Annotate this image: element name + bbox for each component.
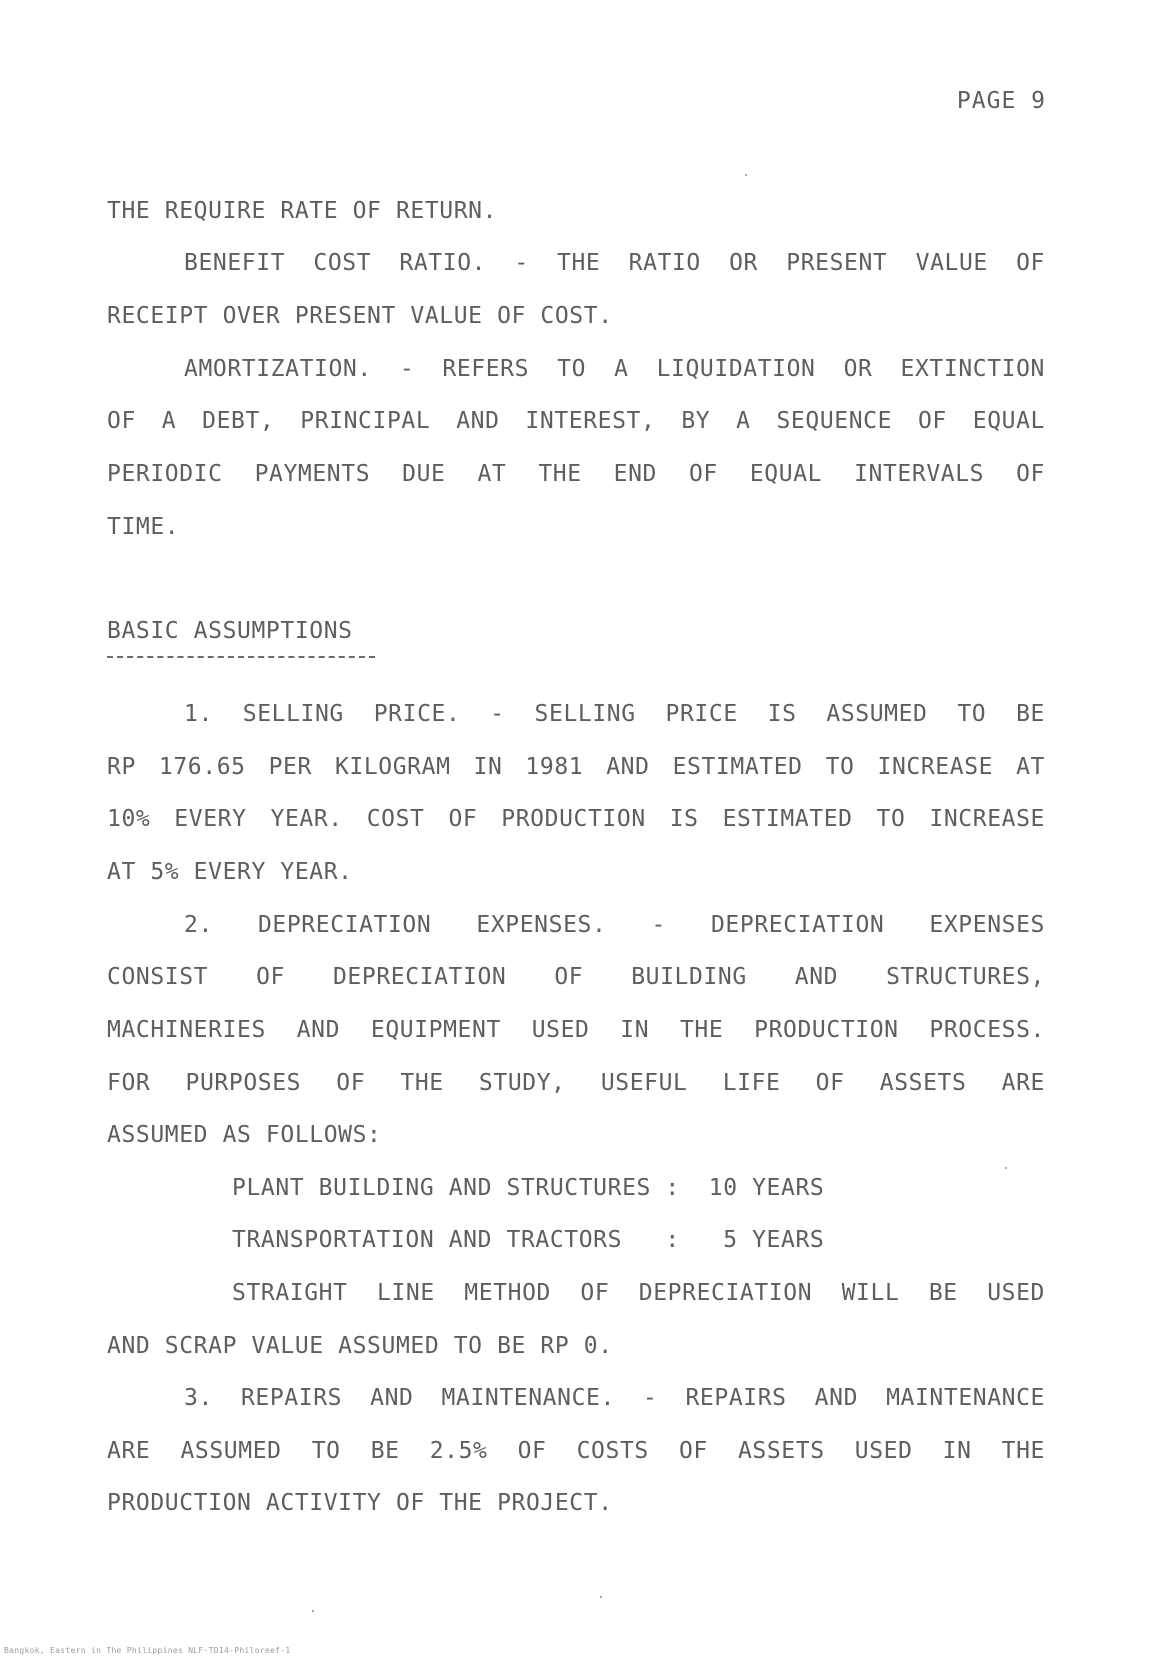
scan-speck [600,1596,602,1598]
text-line: RECEIPT OVER PRESENT VALUE OF COST. [107,303,613,329]
text-line: AT 5% EVERY YEAR. [107,859,353,885]
scan-speck [1005,1167,1007,1169]
text-line: TRANSPORTATION AND TRACTORS : 5 YEARS [232,1227,825,1253]
text-line: AMORTIZATION. - REFERS TO A LIQUIDATION OR EXTINCTION [184,356,1045,382]
text-line: STRAIGHT LINE METHOD OF DEPRECIATION WILL BE USED [232,1280,1045,1306]
text-line: FOR PURPOSES OF THE STUDY, USEFUL LIFE OF ASSETS ARE [107,1070,1045,1096]
text-line: PLANT BUILDING AND STRUCTURES : 10 YEARS [232,1175,825,1201]
scan-footer-text: Bangkok, Eastern in The Philippines NLF-TD14-Philoreef-1 [4,1646,291,1655]
heading-underline [107,656,375,658]
text-line: THE REQUIRE RATE OF RETURN. [107,198,498,224]
text-line: PRODUCTION ACTIVITY OF THE PROJECT. [107,1490,613,1516]
scan-speck [312,1610,314,1612]
text-line: OF A DEBT, PRINCIPAL AND INTEREST, BY A SEQUENCE OF EQUAL [107,408,1045,434]
text-line: PERIODIC PAYMENTS DUE AT THE END OF EQUAL INTERVALS OF [107,461,1045,487]
scan-speck [745,174,747,176]
text-line: 2. DEPRECIATION EXPENSES. - DEPRECIATION EXPENSES [184,912,1045,938]
text-line: BENEFIT COST RATIO. - THE RATIO OR PRESENT VALUE OF [184,250,1045,276]
text-line: 3. REPAIRS AND MAINTENANCE. - REPAIRS AND MAINTENANCE [184,1385,1045,1411]
text-line: MACHINERIES AND EQUIPMENT USED IN THE PRODUCTION PROCESS. [107,1017,1045,1043]
text-line: CONSIST OF DEPRECIATION OF BUILDING AND STRUCTURES, [107,964,1045,990]
text-line: ASSUMED AS FOLLOWS: [107,1122,382,1148]
text-line: 10% EVERY YEAR. COST OF PRODUCTION IS ESTIMATED TO INCREASE [107,806,1045,832]
text-line: 1. SELLING PRICE. - SELLING PRICE IS ASSUMED TO BE [184,701,1045,727]
text-line: ARE ASSUMED TO BE 2.5% OF COSTS OF ASSETS USED IN THE [107,1438,1045,1464]
text-line: RP 176.65 PER KILOGRAM IN 1981 AND ESTIMATED TO INCREASE AT [107,754,1045,780]
page-number: PAGE 9 [956,88,1046,114]
text-line: TIME. [107,514,180,540]
section-heading: BASIC ASSUMPTIONS [107,618,353,644]
text-line: AND SCRAP VALUE ASSUMED TO BE RP 0. [107,1333,613,1359]
